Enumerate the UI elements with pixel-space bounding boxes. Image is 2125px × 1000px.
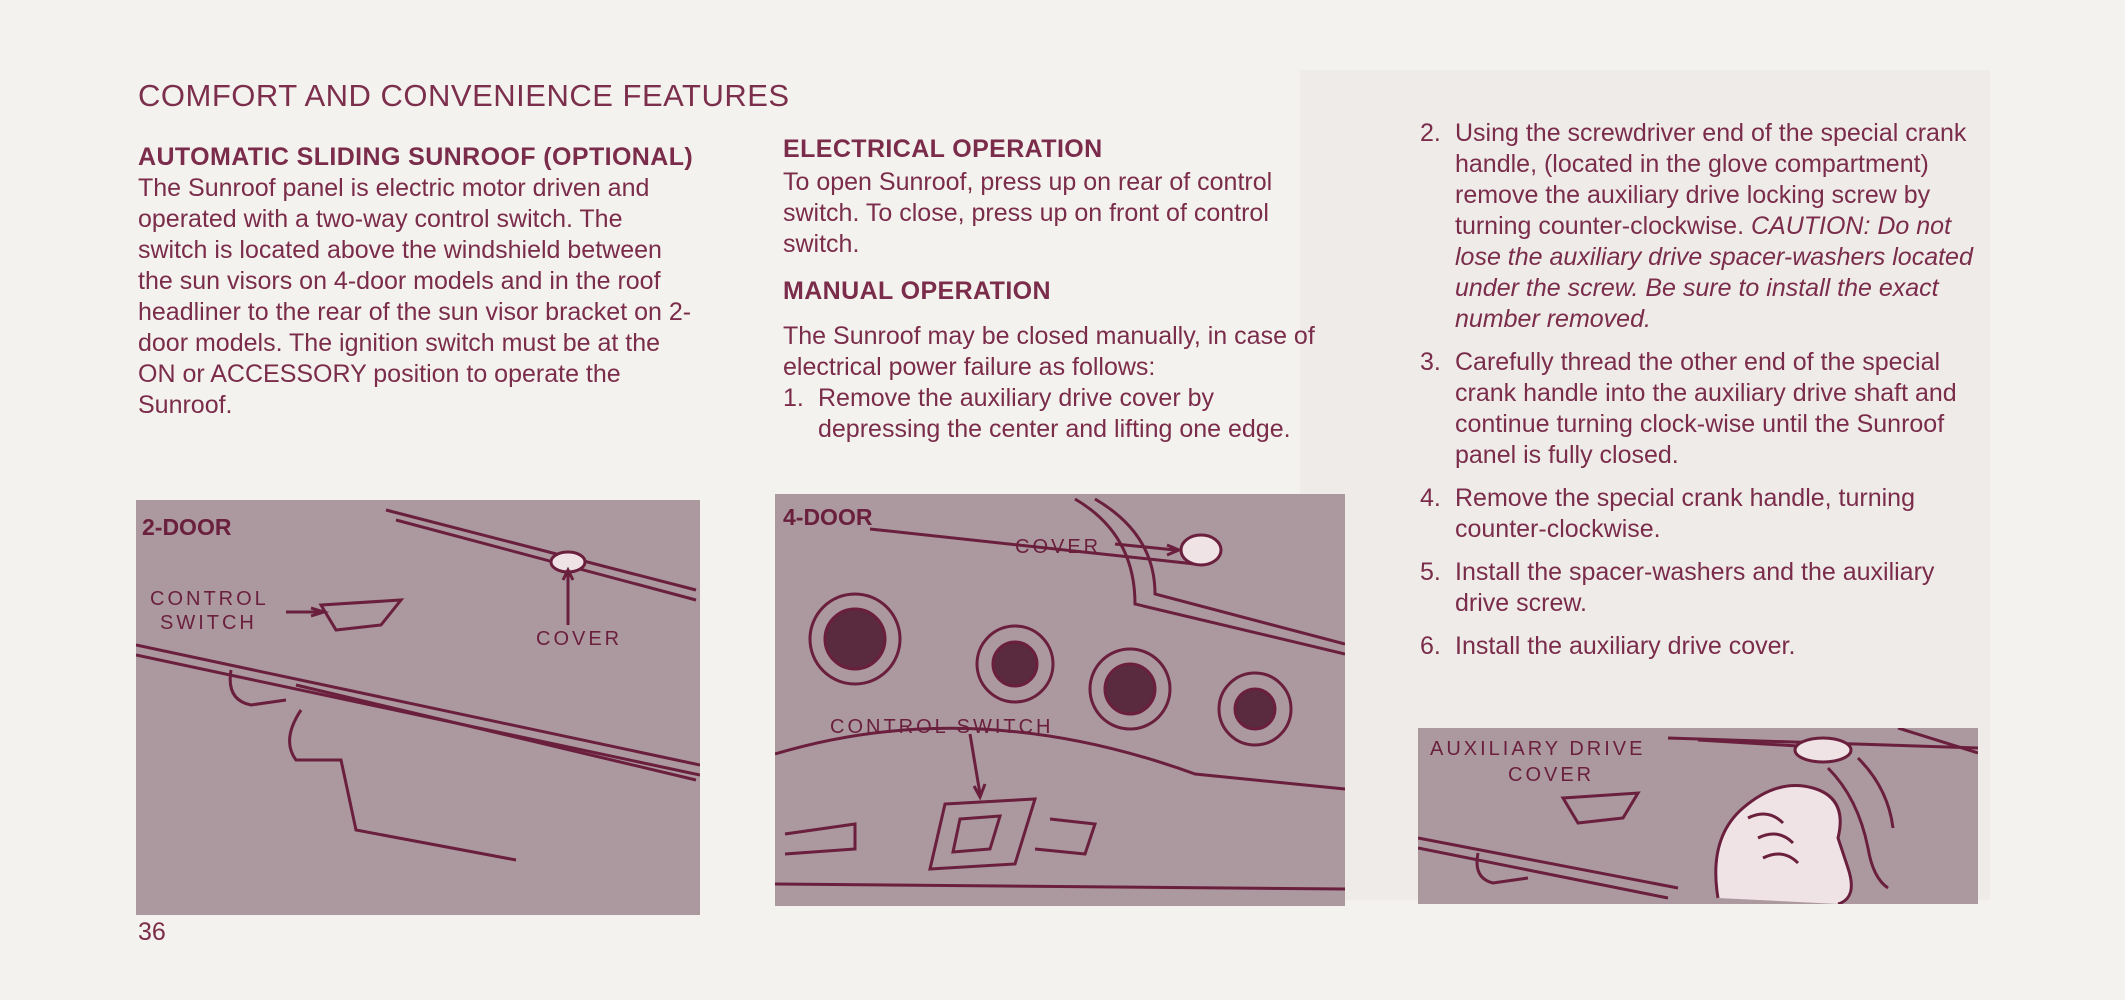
control-switch-label: CONTROL SWITCH xyxy=(830,716,1054,738)
step-item xyxy=(1420,631,1980,662)
step-item xyxy=(1420,118,1980,335)
auxiliary-drive-label: AUXILIARY DRIVE xyxy=(1430,738,1646,760)
step-text: Remove the special crank handle, turning counter-clockwise. xyxy=(1455,484,1915,543)
cover-label: COVER xyxy=(1508,764,1595,786)
electrical-operation-text: To open Sunroof, press up on rear of control switch. To close, press up on front of control switch. xyxy=(783,168,1273,258)
step-instruction: Using the screwdriver end of the special crank handle, (located in the glove compartment) remove the auxiliary drive locking screw by turning counter-clockwise. xyxy=(1455,119,1967,240)
step-number: 6. xyxy=(1420,632,1441,660)
two-door-drawing xyxy=(136,500,700,915)
electrical-operation-heading: ELECTRICAL OPERATION xyxy=(783,135,1103,163)
page-number: 36 xyxy=(138,918,166,946)
manual-steps-list xyxy=(783,383,1323,445)
four-door-tag: 4-DOOR xyxy=(783,504,873,530)
step-text: Install the auxiliary drive cover. xyxy=(1455,632,1796,660)
step-number: 4. xyxy=(1420,484,1441,512)
control-label: CONTROL xyxy=(150,588,269,610)
two-door-illustration xyxy=(136,500,700,915)
step-number: 5. xyxy=(1420,558,1441,586)
step-number: 1. xyxy=(783,384,804,412)
manual-steps-list-continued xyxy=(1420,118,1980,662)
sunroof-heading: AUTOMATIC SLIDING SUNROOF (OPTIONAL) xyxy=(138,143,694,171)
step-number: 3. xyxy=(1420,348,1441,376)
switch-label: SWITCH xyxy=(160,612,257,634)
column-sunroof-intro xyxy=(138,142,698,421)
step-text: Remove the auxiliary drive cover by depressing the center and lifting one edge. xyxy=(818,384,1291,443)
section-title: COMFORT AND CONVENIENCE FEATURES xyxy=(138,78,790,113)
sunroof-description: The Sunroof panel is electric motor driven and operated with a two-way control switch. The switch is located above the windshield between the sun visors on 4-door models and in the roof headliner to the rear of the sun visor bracket on 2-door models. The ignition switch must be at the ON or ACCESSORY position to operate the Sunroof. xyxy=(138,174,692,419)
step-text: Install the spacer-washers and the auxiliary drive screw. xyxy=(1455,558,1935,617)
step-item xyxy=(1420,557,1980,619)
step-text xyxy=(1455,118,1980,335)
step-item xyxy=(783,383,1323,445)
cover-label: COVER xyxy=(1015,536,1102,558)
four-door-illustration xyxy=(775,494,1345,906)
step-text: Carefully thread the other end of the special crank handle into the auxiliary drive shaft and continue turning clock-wise until the Sunroof panel is fully closed. xyxy=(1455,348,1957,469)
caution-note: CAUTION: Do not lose the auxiliary drive spacer-washers located under the screw. Be sure to install the exact number removed. xyxy=(1455,212,1973,333)
step-number: 2. xyxy=(1420,119,1441,147)
column-operation xyxy=(783,134,1323,445)
manual-operation-intro: The Sunroof may be closed manually, in case of electrical power failure as follows: xyxy=(783,322,1315,381)
column-manual-steps xyxy=(1420,118,1980,674)
step-item xyxy=(1420,483,1980,545)
auxiliary-drive-illustration xyxy=(1418,728,1978,904)
two-door-tag: 2-DOOR xyxy=(142,514,232,540)
manual-operation-heading: MANUAL OPERATION xyxy=(783,277,1051,305)
step-item xyxy=(1420,347,1980,471)
cover-label: COVER xyxy=(536,628,623,650)
